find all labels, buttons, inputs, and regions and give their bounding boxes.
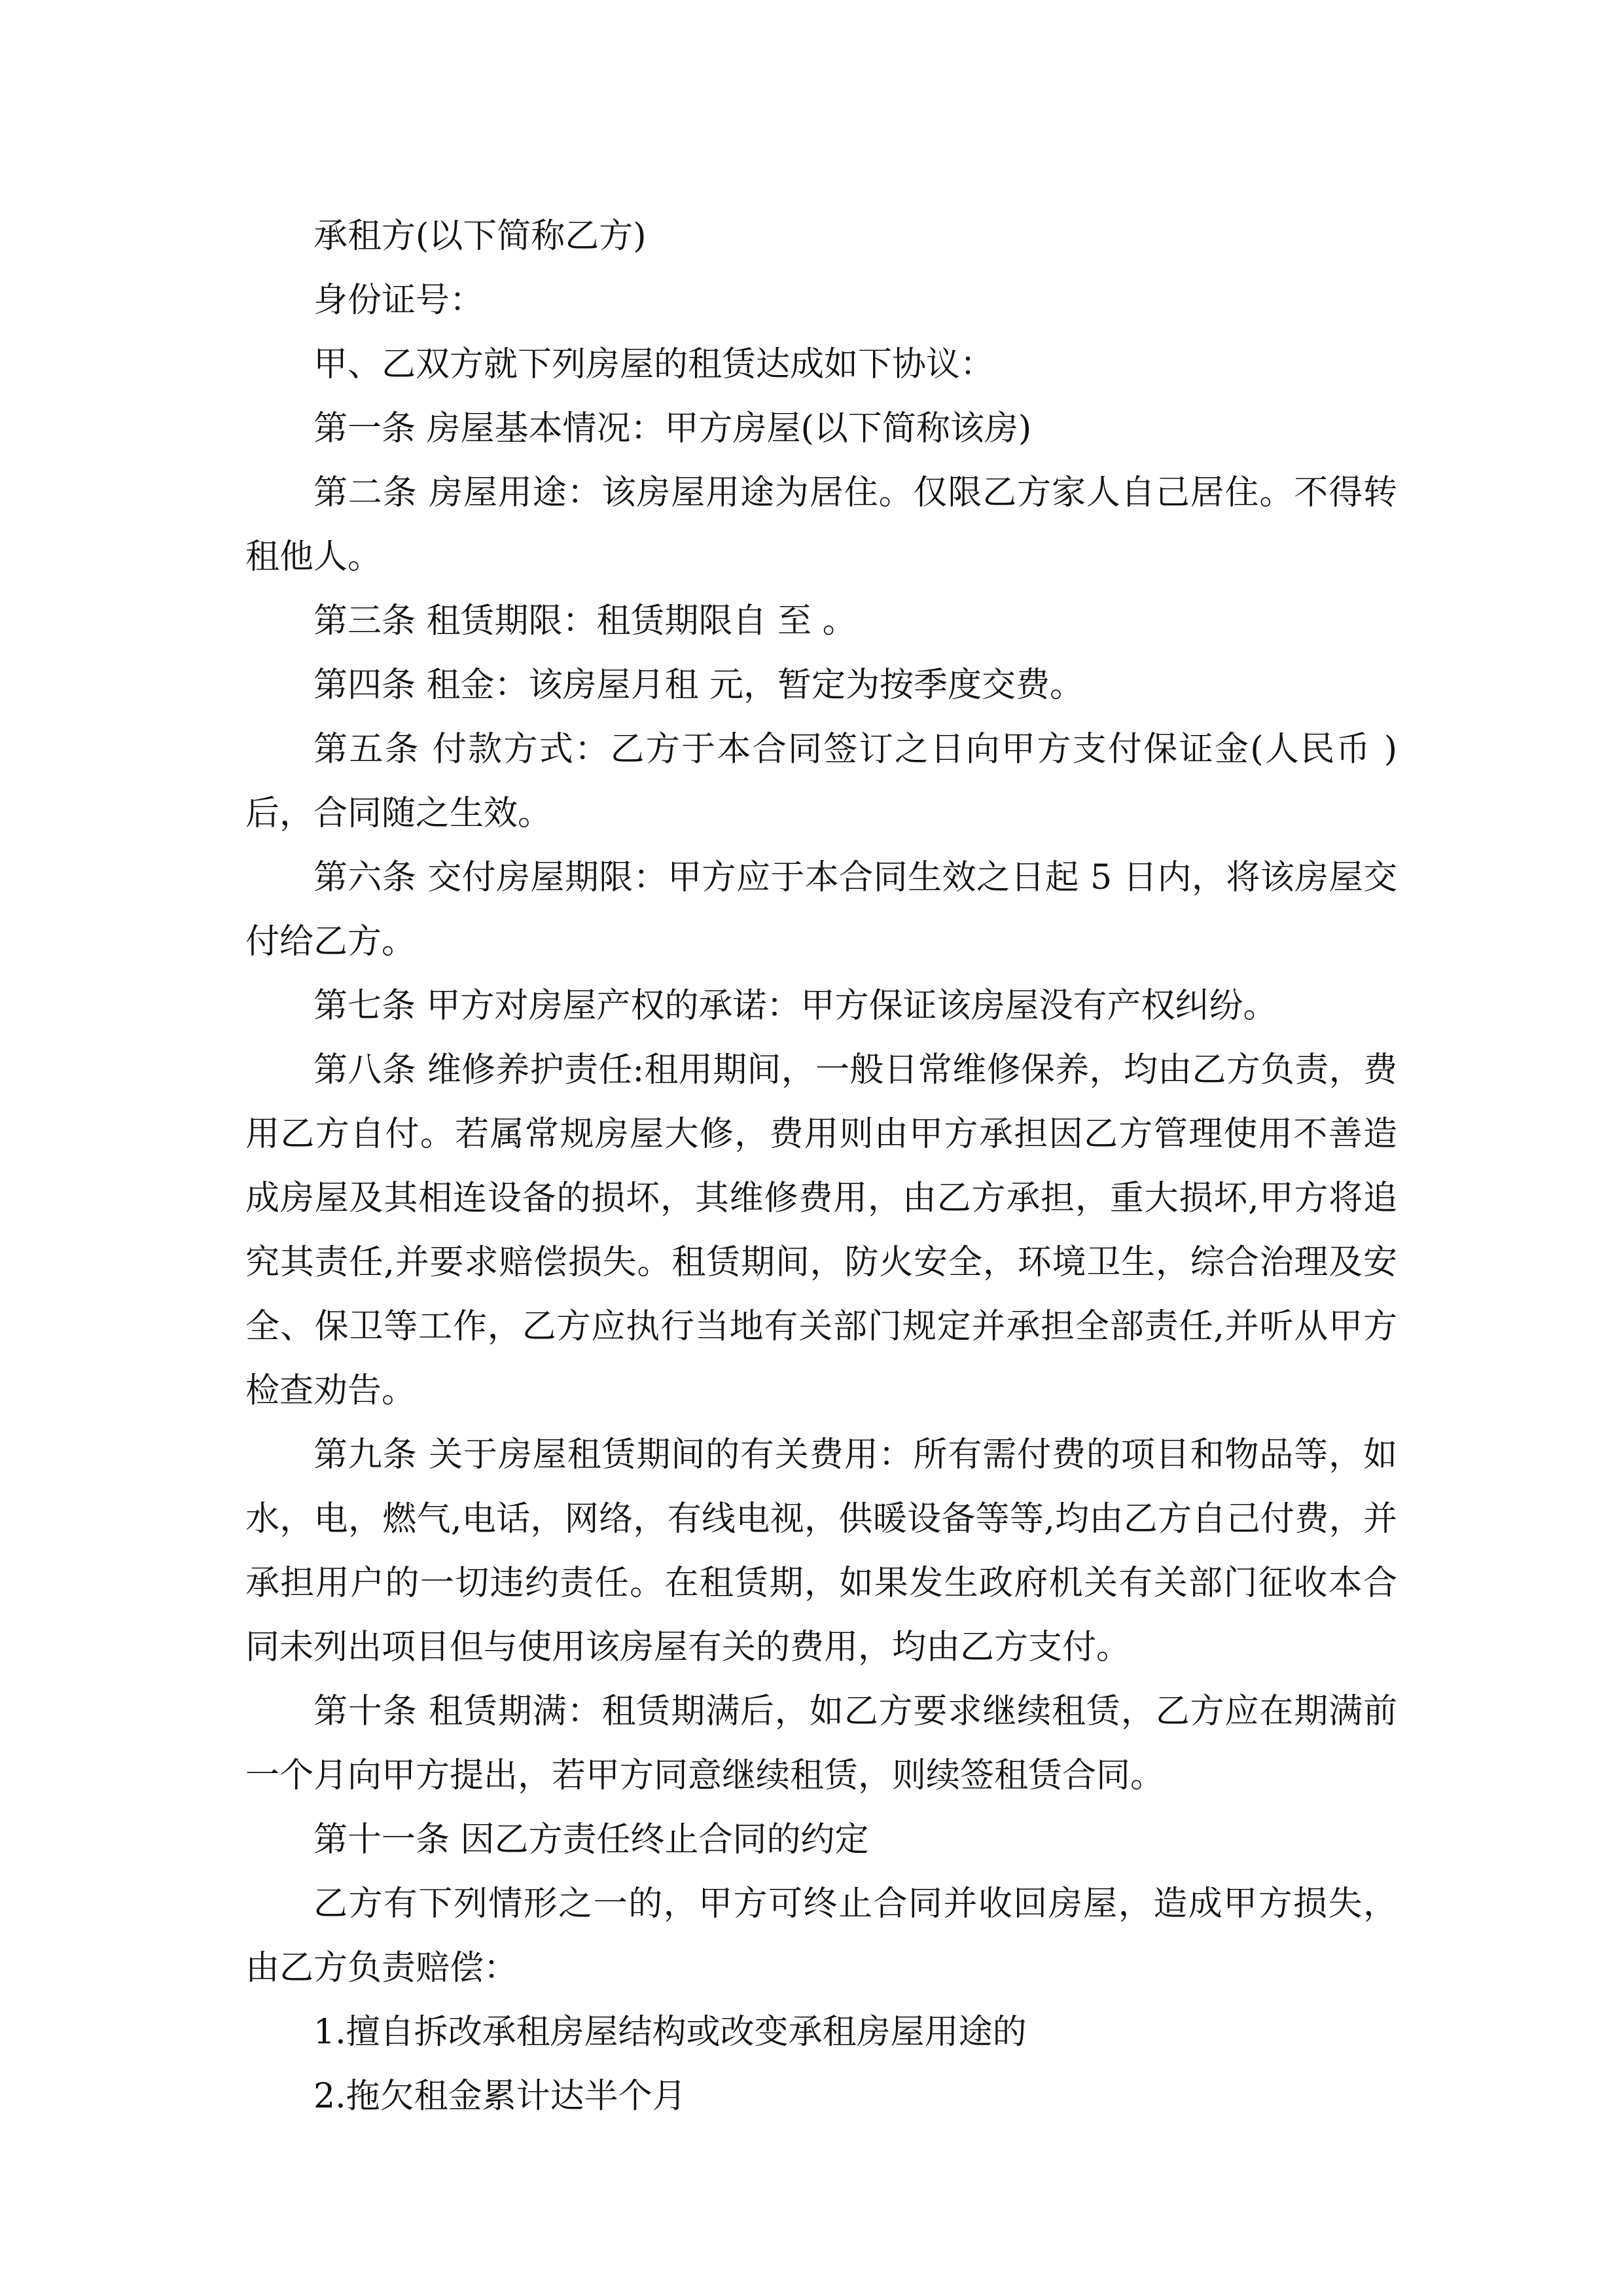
list-item-condition-2: 2.拖欠租金累计达半个月 (313, 2077, 687, 2116)
paragraph-article-4: 第四条 租金：该房屋月租 元，暂定为按季度交费。 (313, 666, 1084, 705)
paragraph-agreement-intro: 甲、乙双方就下列房屋的租赁达成如下协议： (313, 345, 995, 384)
paragraph-article-7: 第七条 甲方对房屋产权的承诺：甲方保证该房屋没有产权纠纷。 (313, 986, 1277, 1026)
paragraph-article-11: 第十一条 因乙方责任终止合同的约定 (313, 1820, 869, 1859)
paragraph-lessee: 承租方(以下简称乙方) (313, 217, 647, 256)
paragraph-article-1: 第一条 房屋基本情况：甲方房屋(以下简称该房) (313, 409, 1032, 448)
paragraph-article-2: 第二条 房屋用途：该房屋用途为居住。仅限乙方家人自己居住。不得转租他人。 (245, 473, 1397, 577)
paragraph-article-5: 第五条 付款方式：乙方于本合同签订之日向甲方支付保证金(人民币 )后，合同随之生效。 (245, 730, 1397, 833)
paragraph-termination-conditions: 乙方有下列情形之一的，甲方可终止合同并收回房屋，造成甲方损失，由乙方负责赔偿： (245, 1884, 1397, 1988)
paragraph-article-10: 第十条 租赁期满：租赁期满后，如乙方要求继续租赁，乙方应在期满前一个月向甲方提出，若甲方同意继续租赁，则续签租赁合同。 (245, 1692, 1397, 1795)
paragraph-article-9: 第九条 关于房屋租赁期间的有关费用：所有需付费的项目和物品等，如水，电，燃气,电话，网络，有线电视，供暖设备等等,均由乙方自己付费，并承担用户的一切违约责任。在租赁期，如果发生政府机关有关部门征收本合同未列出项目但与使用该房屋有关的费用，均由乙方支付。 (245, 1435, 1397, 1667)
paragraph-article-8: 第八条 维修养护责任:租用期间，一般日常维修保养，均由乙方负责，费用乙方自付。若属常规房屋大修，费用则由甲方承担因乙方管理使用不善造成房屋及其相连设备的损坏，其维修费用，由乙方承担，重大损坏,甲方将追究其责任,并要求赔偿损失。租赁期间，防火安全，环境卫生，综合治理及安全、保卫等工作，乙方应执行当地有关部门规定并承担全部责任,并听从甲方检查劝告。 (245, 1050, 1397, 1410)
paragraph-id-number: 身份证号： (313, 281, 484, 320)
document-body (245, 204, 1397, 2128)
list-item-condition-1: 1.擅自拆改承租房屋结构或改变承租房屋用途的 (313, 2013, 1027, 2052)
paragraph-article-3: 第三条 租赁期限：租赁期限自 至 。 (313, 601, 857, 641)
paragraph-article-6: 第六条 交付房屋期限：甲方应于本合同生效之日起 5 日内，将该房屋交付给乙方。 (245, 858, 1397, 961)
